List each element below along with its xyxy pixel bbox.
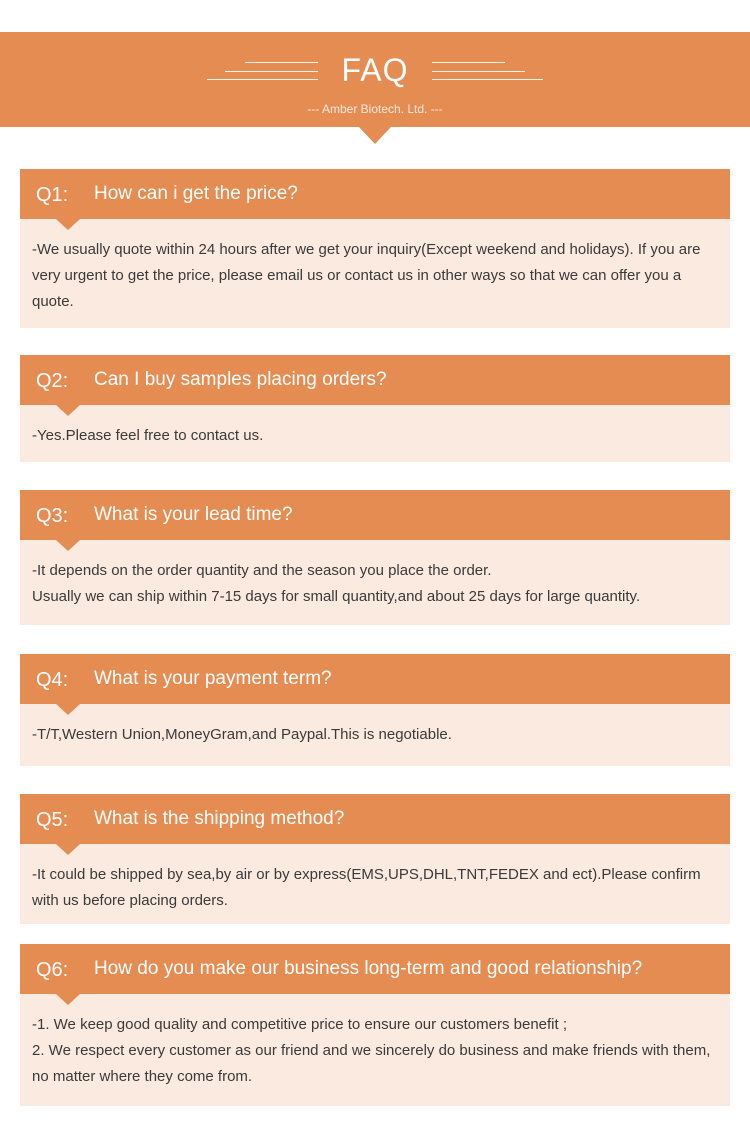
question-bar [20, 794, 730, 844]
answer-text: -It depends on the order quantity and the season you place the order. [32, 562, 492, 579]
question-text: What is your lead time? [94, 504, 293, 525]
faq-item-1 [20, 169, 730, 328]
faq-item-3 [20, 490, 730, 625]
question-pointer [56, 704, 80, 715]
question-bar [20, 944, 730, 994]
answer-text: 2. We respect every customer as our friend and we sincerely do business and make friends with them, no matter where they come from. [32, 1042, 711, 1085]
question-text: What is your payment term? [94, 668, 332, 689]
question-number: Q4: [36, 668, 69, 691]
question-pointer [56, 994, 80, 1005]
question-number: Q6: [36, 958, 69, 981]
question-number: Q1: [36, 183, 69, 206]
question-pointer [56, 540, 80, 551]
question-text: How can i get the price? [94, 183, 298, 204]
answer-box [20, 219, 730, 328]
answer-text: -We usually quote within 24 hours after we get your inquiry(Except weekend and holidays). If you are very urgent to get the price, please email us or contact us in other ways so that we can offer you a quote. [32, 241, 701, 310]
faq-header-banner [0, 32, 750, 127]
question-pointer [56, 405, 80, 416]
question-bar [20, 355, 730, 405]
answer-box [20, 994, 730, 1106]
question-bar [20, 169, 730, 219]
faq-item-6 [20, 944, 730, 1106]
answer-box [20, 844, 730, 924]
answer-box [20, 540, 730, 625]
question-pointer [56, 844, 80, 855]
question-number: Q3: [36, 504, 69, 527]
faq-item-5 [20, 794, 730, 924]
faq-item-4 [20, 654, 730, 766]
banner-pointer [359, 127, 391, 144]
answer-text: -It could be shipped by sea,by air or by express(EMS,UPS,DHL,TNT,FEDEX and ect).Please confirm with us before placing orders. [32, 866, 701, 909]
question-bar [20, 490, 730, 540]
answer-box [20, 405, 730, 462]
question-number: Q2: [36, 369, 69, 392]
question-pointer [56, 219, 80, 230]
question-text: What is the shipping method? [94, 808, 345, 829]
answer-text: -1. We keep good quality and competitive price to ensure our customers benefit ; [32, 1016, 568, 1033]
answer-text: -Yes.Please feel free to contact us. [32, 427, 264, 444]
question-text: Can I buy samples placing orders? [94, 369, 387, 390]
answer-box [20, 704, 730, 766]
page-title: FAQ [341, 52, 409, 88]
answer-text: Usually we can ship within 7-15 days for small quantity,and about 25 days for large quantity. [32, 588, 641, 605]
question-text: How do you make our business long-term and good relationship? [94, 958, 643, 979]
question-bar [20, 654, 730, 704]
answer-text: -T/T,Western Union,MoneyGram,and Paypal.This is negotiable. [32, 726, 452, 743]
company-subtitle: --- Amber Biotech. Ltd. --- [307, 102, 443, 116]
question-number: Q5: [36, 808, 69, 831]
faq-item-2 [20, 355, 730, 462]
